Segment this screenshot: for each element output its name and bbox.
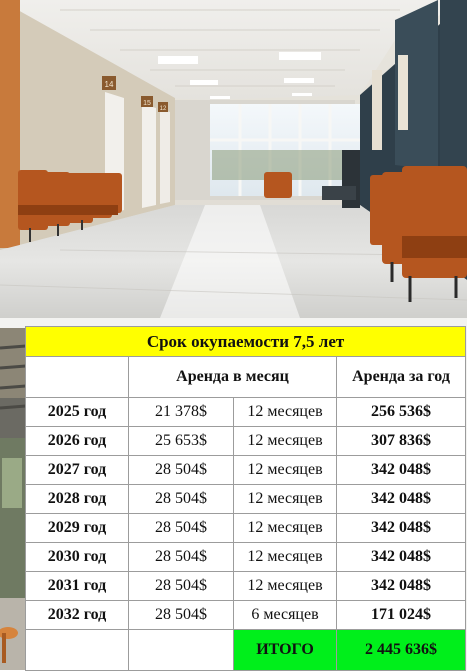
monthly-cell: 28 504$ xyxy=(129,601,234,630)
months-cell: 12 месяцев xyxy=(234,572,337,601)
table-row xyxy=(26,543,466,572)
year-cell: 2031 год xyxy=(26,572,129,601)
yearly-cell: 342 048$ xyxy=(337,572,466,601)
total-value: 2 445 636$ xyxy=(337,630,466,671)
year-cell: 2029 год xyxy=(26,514,129,543)
table-row xyxy=(26,572,466,601)
months-cell: 12 месяцев xyxy=(234,543,337,572)
monthly-cell: 28 504$ xyxy=(129,572,234,601)
monthly-cell: 28 504$ xyxy=(129,485,234,514)
monthly-cell: 21 378$ xyxy=(129,398,234,427)
door xyxy=(160,110,170,204)
yearly-cell: 171 024$ xyxy=(337,601,466,630)
yearly-cell: 342 048$ xyxy=(337,456,466,485)
door-number: 15 xyxy=(143,100,151,107)
year-cell: 2032 год xyxy=(26,601,129,630)
yearly-cell: 307 836$ xyxy=(337,427,466,456)
months-cell: 6 месяцев xyxy=(234,601,337,630)
yearly-cell: 342 048$ xyxy=(337,485,466,514)
year-cell: 2030 год xyxy=(26,543,129,572)
year-cell: 2026 год xyxy=(26,427,129,456)
side-photo-illustration xyxy=(0,328,26,670)
yearly-cell: 342 048$ xyxy=(337,543,466,572)
side-photo-strip xyxy=(0,328,26,670)
header-row xyxy=(26,357,466,398)
table-row xyxy=(26,398,466,427)
door xyxy=(142,104,156,208)
header-monthly: Аренда в месяц xyxy=(129,357,337,398)
months-cell: 12 месяцев xyxy=(234,485,337,514)
total-empty-cell xyxy=(129,630,234,671)
total-row xyxy=(26,630,466,671)
months-cell: 12 месяцев xyxy=(234,398,337,427)
title-row xyxy=(26,327,466,357)
door-number: 12 xyxy=(159,106,167,112)
monthly-cell: 25 653$ xyxy=(129,427,234,456)
year-cell: 2028 год xyxy=(26,485,129,514)
months-cell: 12 месяцев xyxy=(234,514,337,543)
right-armchairs xyxy=(370,166,467,278)
header-yearly: Аренда за год xyxy=(337,357,466,398)
total-label: ИТОГО xyxy=(234,630,337,671)
table-row xyxy=(26,485,466,514)
hallway-illustration xyxy=(0,0,467,318)
hallway-photo xyxy=(0,0,467,318)
table-row xyxy=(26,427,466,456)
year-cell: 2027 год xyxy=(26,456,129,485)
door-number: 14 xyxy=(104,80,114,89)
monthly-cell: 28 504$ xyxy=(129,456,234,485)
monthly-cell: 28 504$ xyxy=(129,514,234,543)
monthly-cell: 28 504$ xyxy=(129,543,234,572)
payback-table xyxy=(25,326,466,671)
yearly-cell: 256 536$ xyxy=(337,398,466,427)
table-title: Срок окупаемости 7,5 лет xyxy=(26,327,466,357)
months-cell: 12 месяцев xyxy=(234,427,337,456)
yearly-cell: 342 048$ xyxy=(337,514,466,543)
table-row xyxy=(26,514,466,543)
year-cell: 2025 год xyxy=(26,398,129,427)
months-cell: 12 месяцев xyxy=(234,456,337,485)
total-empty-cell xyxy=(26,630,129,671)
table-row xyxy=(26,601,466,630)
table-row xyxy=(26,456,466,485)
armchair xyxy=(264,172,292,198)
header-empty-cell xyxy=(26,357,129,398)
